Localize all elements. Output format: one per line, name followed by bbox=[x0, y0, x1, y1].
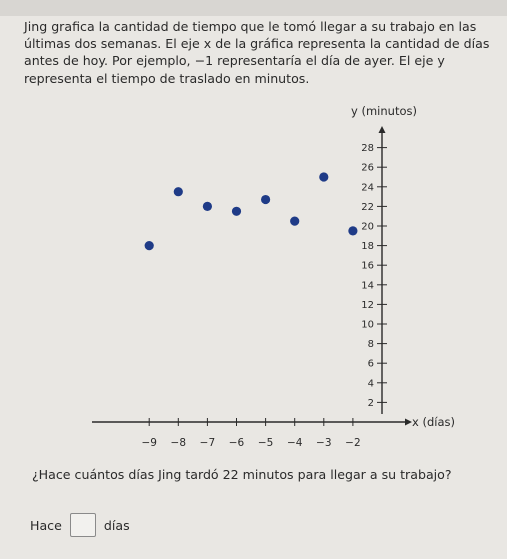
x-tick-label: −2 bbox=[345, 437, 361, 449]
data-point bbox=[232, 207, 241, 216]
x-tick-label: −3 bbox=[316, 437, 332, 449]
data-point bbox=[174, 187, 183, 196]
y-tick-label: 16 bbox=[361, 260, 374, 272]
y-tick-label: 6 bbox=[367, 358, 374, 370]
y-tick-label: 26 bbox=[361, 162, 374, 174]
y-tick-label: 22 bbox=[361, 201, 374, 213]
y-tick-label: 12 bbox=[361, 299, 374, 311]
data-point bbox=[145, 241, 154, 250]
x-tick-label: −9 bbox=[141, 437, 157, 449]
x-tick-label: −6 bbox=[228, 437, 245, 449]
y-tick-label: 20 bbox=[361, 221, 374, 233]
y-tick-label: 24 bbox=[361, 182, 374, 194]
answer-row bbox=[30, 513, 130, 537]
y-tick-label: 8 bbox=[367, 339, 374, 351]
x-tick-label: −7 bbox=[199, 437, 216, 449]
y-tick-label: 28 bbox=[361, 143, 374, 155]
problem-text: Jing grafica la cantidad de tiempo que le tomó llegar a su trabajo en las últimas dos semanas. El eje x de la gráfica representa la cantidad de días antes de hoy. Por ejemplo, −1 representaría el día de ayer. El eje y representa el tiempo de traslado en minutos. bbox=[24, 19, 490, 86]
data-point bbox=[261, 195, 270, 204]
answer-prefix: Hace bbox=[30, 517, 62, 533]
answer-suffix: días bbox=[103, 517, 130, 533]
data-point bbox=[203, 202, 212, 211]
y-tick-label: 2 bbox=[367, 397, 374, 409]
x-tick-label: −4 bbox=[286, 437, 303, 449]
x-axis-arrow bbox=[405, 419, 412, 426]
y-tick-label: 14 bbox=[361, 280, 374, 292]
y-tick-label: 10 bbox=[361, 319, 374, 331]
answer-input[interactable] bbox=[70, 513, 96, 537]
data-point bbox=[348, 226, 357, 235]
y-tick-label: 4 bbox=[367, 378, 374, 390]
y-tick-label: 18 bbox=[361, 241, 374, 253]
data-point bbox=[319, 172, 328, 181]
y-axis-label: y (minutos) bbox=[351, 104, 417, 118]
data-point bbox=[290, 217, 299, 226]
x-tick-label: −5 bbox=[257, 437, 274, 449]
x-tick-label: −8 bbox=[170, 437, 187, 449]
question-text: ¿Hace cuántos días Jing tardó 22 minutos para llegar a su trabajo? bbox=[32, 467, 452, 482]
x-axis-label: x (días) bbox=[412, 415, 455, 429]
y-axis-arrow bbox=[379, 126, 386, 133]
